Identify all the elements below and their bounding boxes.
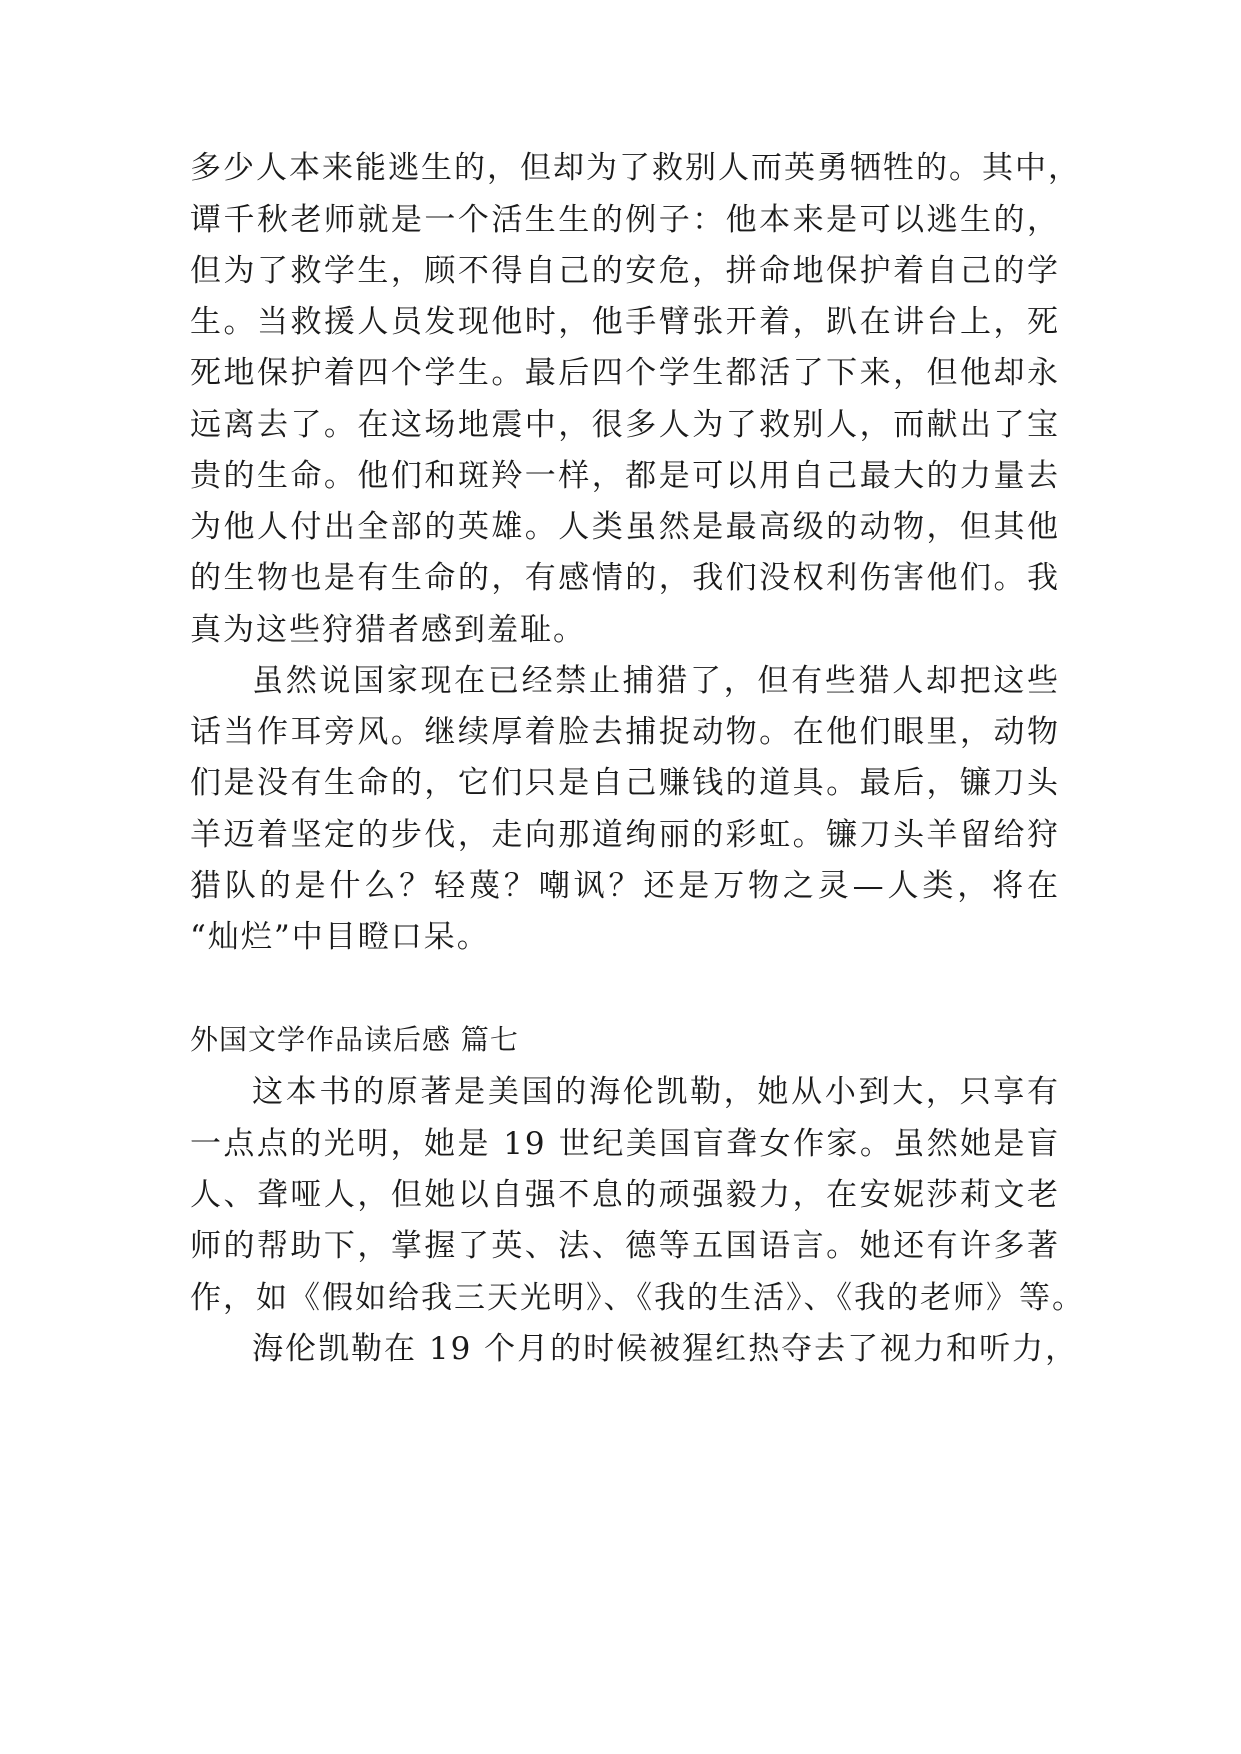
text-line: 海伦凯勒在 19 个月的时候被猩红热夺去了视力和听力， (252, 1331, 1079, 1367)
text-line: “灿烂”中目瞪口呆。 (190, 919, 490, 955)
text-line: 们是没有生命的，它们只是自己赚钱的道具。最后，镰刀头 (190, 765, 1060, 801)
text-line: 师的帮助下，掌握了英、法、德等五国语言。她还有许多著 (190, 1228, 1060, 1264)
text-line: 话当作耳旁风。继续厚着脸去捕捉动物。在他们眼里，动物 (190, 714, 1060, 750)
text-line: 羊迈着坚定的步伐，走向那道绚丽的彩虹。镰刀头羊留给狩 (190, 817, 1060, 853)
text-line: 但为了救学生，顾不得自己的安危，拼命地保护着自己的学 (190, 253, 1060, 289)
text-line: 生。当救援人员发现他时，他手臂张开着，趴在讲台上，死 (190, 304, 1060, 340)
text-line: 人、聋哑人，但她以自强不息的顽强毅力，在安妮莎莉文老 (190, 1177, 1060, 1213)
text-line: 贵的生命。他们和斑羚一样，都是可以用自己最大的力量去 (190, 458, 1060, 494)
text-line: 远离去了。在这场地震中，很多人为了救别人，而献出了宝 (190, 407, 1060, 443)
text-line: 的生物也是有生命的，有感情的，我们没权利伤害他们。我 (190, 560, 1060, 596)
text-line: 作，如《假如给我三天光明》、《我的生活》、《我的老师》等。 (190, 1280, 1085, 1316)
text-line: 这本书的原著是美国的海伦凯勒，她从小到大，只享有 (252, 1074, 1060, 1110)
text-line: 死地保护着四个学生。最后四个学生都活了下来，但他却永 (190, 355, 1060, 391)
text-line: 为他人付出全部的英雄。人类虽然是最高级的动物，但其他 (190, 509, 1060, 545)
text-line: 谭千秋老师就是一个活生生的例子：他本来是可以逃生的， (190, 202, 1060, 238)
section-heading: 外国文学作品读后感 篇七 (190, 1023, 519, 1056)
text-line: 猎队的是什么？轻蔑？嘲讽？还是万物之灵—人类，将在 (190, 868, 1060, 904)
text-line: 真为这些狩猎者感到羞耻。 (190, 612, 586, 648)
text-line: 一点点的光明，她是 19 世纪美国盲聋女作家。虽然她是盲 (190, 1126, 1060, 1162)
text-line: 虽然说国家现在已经禁止捕猎了，但有些猎人却把这些 (252, 663, 1060, 699)
text-line: 多少人本来能逃生的，但却为了救别人而英勇牺牲的。其中， (190, 150, 1081, 186)
